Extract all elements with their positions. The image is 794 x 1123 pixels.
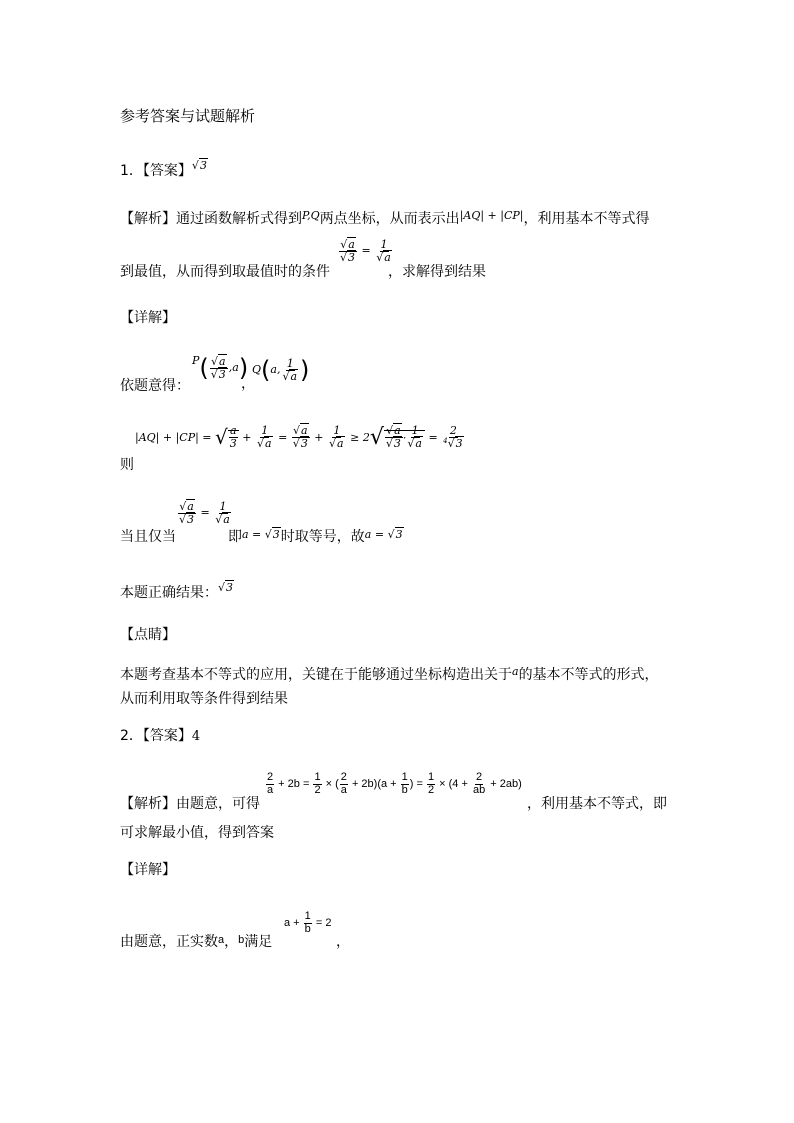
q1-answer-value: √3: [191, 159, 207, 172]
q2-analysis-line-1: [120, 797, 260, 811]
q2-step1-end: ，: [336, 934, 350, 950]
q1-step2-formula: |AQ| + |CP| = √ $\frac{a}{3}$ + $\frac{1}{√a}$ = $\frac{√a}{√3}$ + $\frac{1}{√a}$ ≥ 2√ $\frac{√a}{√3}$ · $\frac{1}{√a}$ = $\frac{2}{^4√3}$: [135, 424, 463, 451]
q1-analysis-line-2: [120, 265, 330, 279]
q1-comment-var: a: [512, 665, 519, 678]
q1-analysis-line-2-end: [388, 265, 486, 279]
q1-analysis-text-b: 两点坐标，从而表示出: [319, 211, 460, 227]
q1-comment-text-2: 的基本不等式的形式，: [518, 667, 659, 683]
q1-analysis-text-a: 通过函数解析式得到: [176, 211, 302, 227]
q2-answer-value: 4: [191, 729, 201, 744]
q2-detail-label: 【详解】: [120, 862, 176, 878]
q1-analysis-label: 【解析】: [120, 211, 176, 227]
q1-step2-label: 则: [120, 457, 134, 473]
q1-result-line: [120, 581, 234, 601]
q1-answer-label: 【答案】: [142, 163, 192, 179]
q1-step3-line: [120, 530, 176, 544]
q1-point-p: P( $\frac{√a}{√3}$ ,a): [192, 354, 249, 382]
q1-expr-aq-cp: |AQ| + |CP|: [459, 209, 524, 222]
q2-answer-label: 【答案】: [142, 728, 192, 744]
q1-comment-line-1: [120, 665, 659, 683]
page-title: 参考答案与试题解析: [120, 107, 256, 125]
q1-step3-fraction: $\frac{√a}{√3}$ = $\frac{1}{√a}$: [179, 500, 230, 526]
q2-var-b: b: [238, 934, 245, 946]
q2-answer-line: [120, 729, 200, 743]
q1-result-value: √3: [218, 581, 234, 594]
q1-step3-text-b: 即: [228, 529, 242, 545]
q1-comment-text-1: 本题考查基本不等式的应用，关键在于能够通过坐标构造出关于: [120, 667, 512, 683]
q2-analysis-text-a: 由题意，可得: [176, 796, 260, 812]
q1-step3-eq-2: a = √3: [364, 528, 403, 541]
q1-analysis-line-1: [120, 209, 650, 227]
q1-step3-text-a: 当且仅当: [120, 529, 176, 545]
q2-analysis-line-2: 可求解最小值，得到答案: [120, 825, 274, 841]
q2-step1-text-b: 满足: [244, 934, 273, 950]
q2-number: 2．: [120, 728, 143, 744]
q1-detail-label: 【详解】: [120, 310, 176, 326]
q1-condition-formula: $\frac{√a}{√3}$ = $\frac{1}{√a}$: [340, 238, 391, 264]
q2-var-a: a: [218, 934, 225, 946]
q2-comma: ，: [224, 934, 239, 950]
q1-analysis-text-e: ，求解得到结果: [388, 264, 486, 280]
q2-analysis-label: 【解析】: [120, 796, 176, 812]
q1-sep: ，: [241, 376, 255, 392]
q1-step3-rest: [228, 530, 404, 544]
q2-step1-formula: a + $\frac{1}{b}$ = 2: [284, 910, 332, 935]
q2-step1-line: [120, 935, 272, 949]
q1-analysis-text-c: ，利用基本不等式得: [523, 211, 650, 227]
q2-step1-text-a: 由题意，正实数: [120, 934, 218, 950]
q1-comment-line-2: 从而利用取等条件得到结果: [120, 691, 288, 707]
q1-comment-label: 【点睛】: [120, 627, 176, 643]
q1-point-q: Q(a, $\frac{1}{√a}$ ): [252, 356, 310, 384]
q1-number: 1．: [120, 163, 143, 179]
q1-points-pq: P,Q: [302, 209, 320, 222]
q1-step1-label: 依题意得：: [120, 378, 190, 394]
q1-result-label: 本题正确结果：: [120, 585, 218, 601]
q2-analysis-formula: $\frac{2}{a}$ + 2b = $\frac{1}{2}$ × ( $\frac{2}{a}$ + 2b)(a + $\frac{1}{b}$ ) = $\frac{1}{2}$ × (4 + $\frac{2}{ab}$ + 2ab): [267, 771, 522, 796]
q1-analysis-text-d: 到最值，从而得到取最值时的条件: [120, 264, 330, 280]
q1-step3-text-c: 时取等号，故: [280, 529, 365, 545]
q2-analysis-line-1-end: ，利用基本不等式，即: [527, 796, 667, 812]
q1-answer-line: [120, 159, 208, 179]
q1-step3-eq-1: a = √3: [242, 528, 280, 541]
